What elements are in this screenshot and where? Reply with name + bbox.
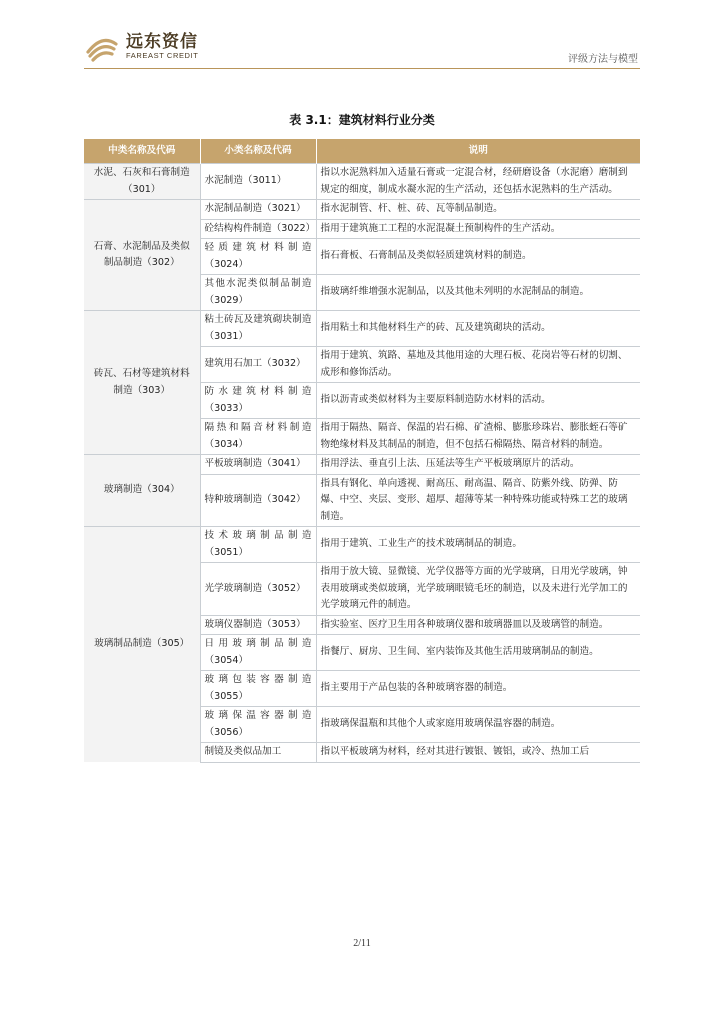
subcategory-cell: 玻璃仪器制造（3053） [200,615,316,635]
description-cell: 指实验室、医疗卫生用各种玻璃仪器和玻璃器皿以及玻璃管的制造。 [316,615,640,635]
column-header-description: 说明 [316,139,640,164]
subcategory-cell: 隔热和隔音材料制造（3034） [200,419,316,455]
description-cell: 指用于建筑、工业生产的技术玻璃制品的制造。 [316,527,640,563]
description-cell: 指玻璃保温瓶和其他个人或家庭用玻璃保温容器的制造。 [316,707,640,743]
logo-chinese-name: 远东资信 [126,32,198,52]
subcategory-cell: 建筑用石加工（3032） [200,347,316,383]
category-cell: 石膏、水泥制品及类似制品制造（302） [84,200,200,311]
subcategory-cell: 日用玻璃制品制造（3054） [200,635,316,671]
page-number: 2/11 [353,938,371,949]
table-row [84,311,640,347]
description-cell: 指以水泥熟料加入适量石膏或一定混合材，经研磨设备（水泥磨）磨制到规定的细度，制成水凝水泥的生产活动，还包括水泥熟料的生产活动。 [316,164,640,200]
subcategory-cell: 制镜及类似品加工 [200,743,316,763]
column-header-subcategory: 小类名称及代码 [200,139,316,164]
category-cell: 砖瓦、石材等建筑材料制造（303） [84,311,200,455]
logo-mark-icon [84,32,120,62]
table-row [84,164,640,200]
subcategory-cell: 光学玻璃制造（3052） [200,563,316,616]
description-cell: 指石膏板、石膏制品及类似轻质建筑材料的制造。 [316,239,640,275]
description-cell: 指用浮法、垂直引上法、压延法等生产平板玻璃原片的活动。 [316,455,640,475]
subcategory-cell: 水泥制造（3011） [200,164,316,200]
description-cell: 指以平板玻璃为材料，经对其进行镀银、镀铝，或冷、热加工后 [316,743,640,763]
category-cell: 水泥、石灰和石膏制造（301） [84,164,200,200]
description-cell: 指玻璃纤维增强水泥制品，以及其他未列明的水泥制品的制造。 [316,275,640,311]
subcategory-cell: 特种玻璃制造（3042） [200,474,316,527]
subcategory-cell: 水泥制品制造（3021） [200,200,316,220]
description-cell: 指用于建筑、筑路、墓地及其他用途的大理石板、花岗岩等石材的切割、成形和修饰活动。 [316,347,640,383]
description-cell: 指用于放大镜、显微镜、光学仪器等方面的光学玻璃，日用光学玻璃，钟表用玻璃或类似玻璃，光学玻璃眼镜毛坯的制造，以及未进行光学加工的光学玻璃元件的制造。 [316,563,640,616]
description-cell: 指用于隔热、隔音、保温的岩石棉、矿渣棉、膨胀珍珠岩、膨胀蛭石等矿物绝缘材料及其制品的制造，但不包括石棉隔热、隔音材料的制造。 [316,419,640,455]
subcategory-cell: 其他水泥类似制品制造（3029） [200,275,316,311]
fareast-credit-logo [84,30,198,64]
description-cell: 指以沥青或类似材料为主要原料制造防水材料的活动。 [316,383,640,419]
subcategory-cell: 轻质建筑材料制造（3024） [200,239,316,275]
table-row [84,455,640,475]
table-title: 表 3.1：建筑材料行业分类 [289,113,435,127]
logo-english-name: FAREAST CREDIT [126,51,199,60]
table-header-row [84,139,640,164]
subcategory-cell: 砼结构构件制造（3022） [200,219,316,239]
description-cell: 指具有钢化、单向透视、耐高压、耐高温、隔音、防紫外线、防弹、防爆、中空、夹层、变形、超厚、超薄等某一种特殊功能或特殊工艺的玻璃制造。 [316,474,640,527]
subcategory-cell: 平板玻璃制造（3041） [200,455,316,475]
table-body [84,164,640,763]
subcategory-cell: 粘土砖瓦及建筑砌块制造（3031） [200,311,316,347]
category-cell: 玻璃制品制造（305） [84,527,200,763]
table-row [84,527,640,563]
subcategory-cell: 玻璃保温容器制造（3056） [200,707,316,743]
page-header [84,28,640,69]
subcategory-cell: 防水建筑材料制造（3033） [200,383,316,419]
description-cell: 指水泥制管、杆、桩、砖、瓦等制品制造。 [316,200,640,220]
table-row [84,200,640,220]
column-header-category: 中类名称及代码 [84,139,200,164]
subcategory-cell: 技术玻璃制品制造（3051） [200,527,316,563]
description-cell: 指主要用于产品包装的各种玻璃容器的制造。 [316,671,640,707]
subcategory-cell: 玻璃包装容器制造（3055） [200,671,316,707]
description-cell: 指用粘土和其他材料生产的砖、瓦及建筑砌块的活动。 [316,311,640,347]
industry-classification-table [84,139,640,763]
description-cell: 指用于建筑施工工程的水泥混凝土预制构件的生产活动。 [316,219,640,239]
header-section-title: 评级方法与模型 [568,54,638,65]
category-cell: 玻璃制造（304） [84,455,200,527]
description-cell: 指餐厅、厨房、卫生间、室内装饰及其他生活用玻璃制品的制造。 [316,635,640,671]
